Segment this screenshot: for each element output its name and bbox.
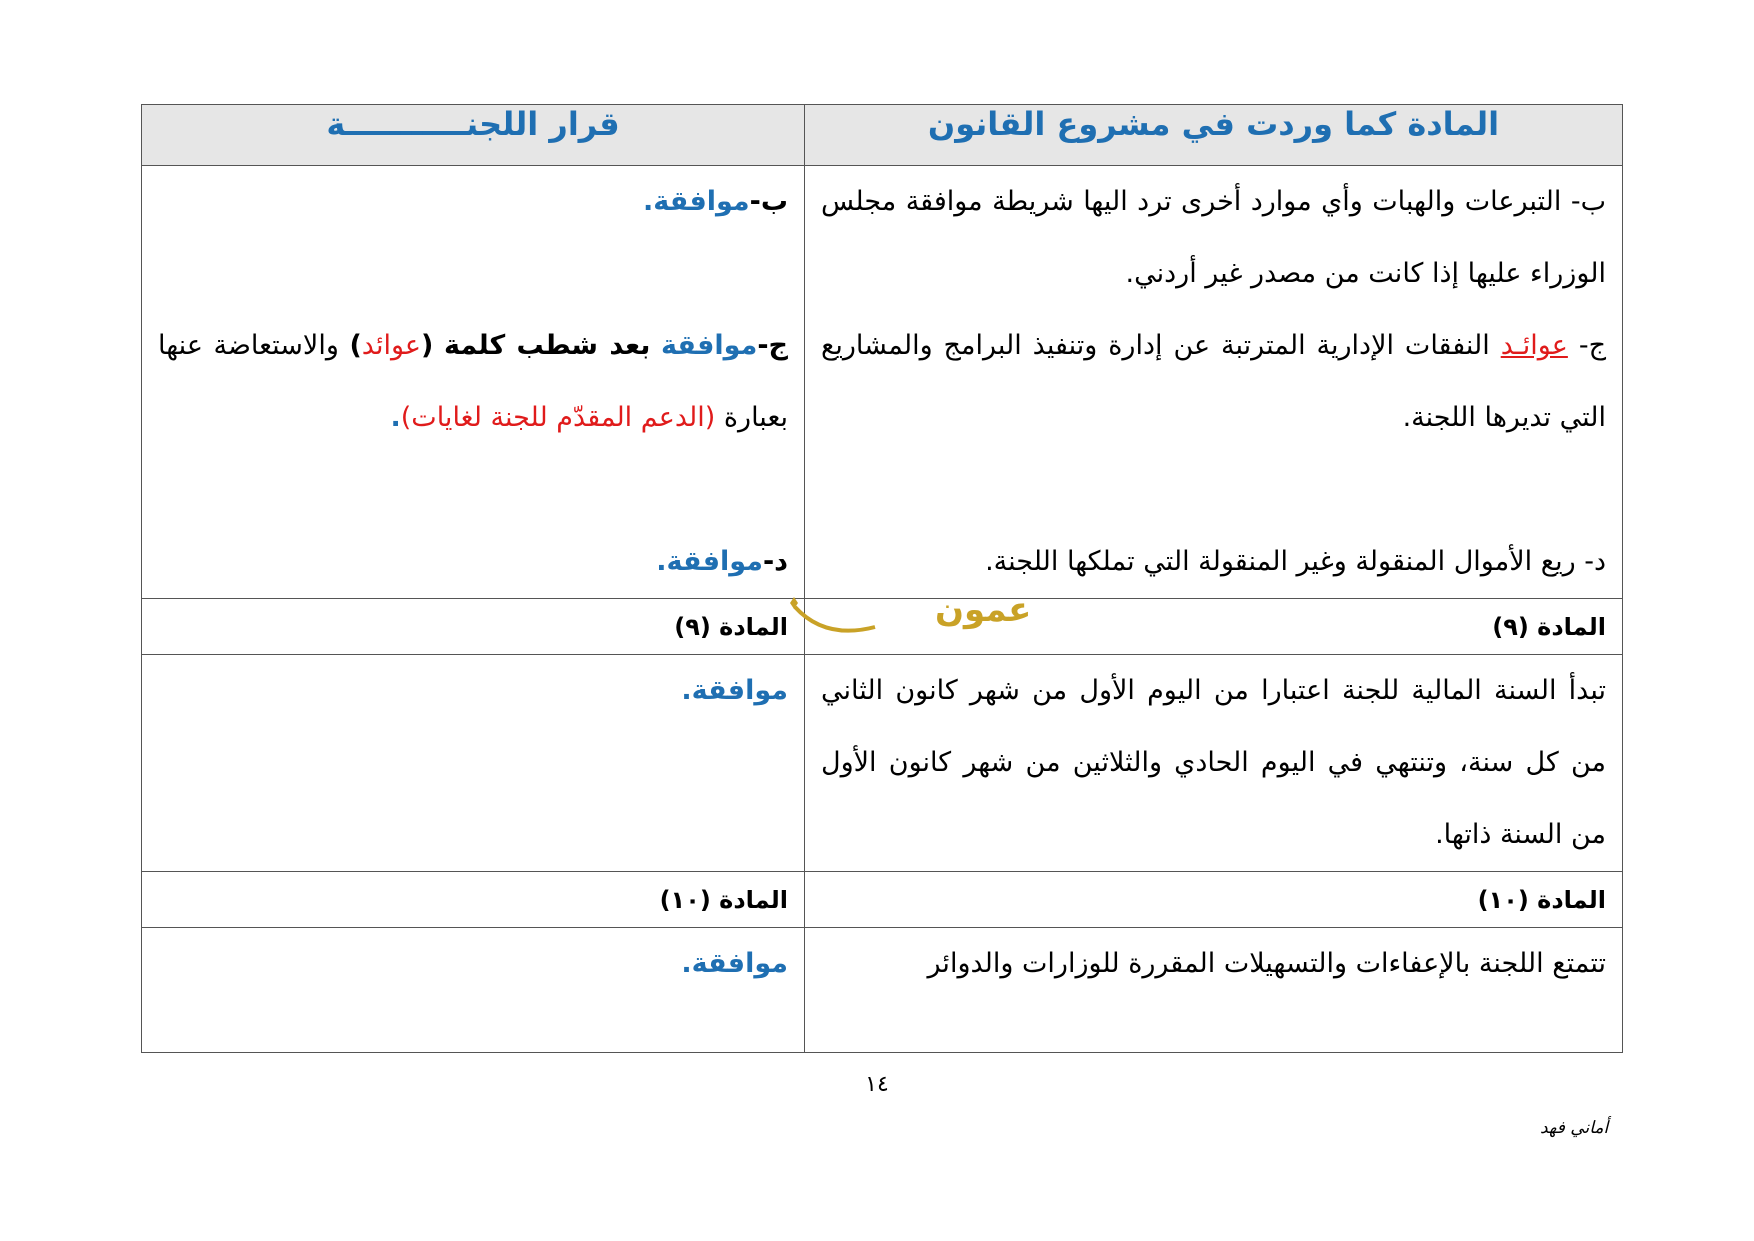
law-cell [805, 166, 1623, 599]
page-number: ١٤ [865, 1072, 889, 1097]
replacement-phrase: (الدعم المقدّم للجنة لغايات) [400, 402, 716, 433]
article-title-row [142, 872, 1623, 928]
clause-marker: ج- [757, 330, 788, 361]
approval-text: موافقة. [681, 948, 788, 979]
table-header-row [142, 105, 1623, 166]
table-row [142, 166, 1623, 599]
spacer [158, 454, 788, 526]
approval-text: موافقة [660, 330, 758, 361]
struck-word: عوائد [361, 330, 422, 361]
approval-text: موافقة. [643, 186, 750, 217]
decision-cell [142, 928, 805, 1053]
highlighted-word: عوائـد [1500, 330, 1568, 361]
approval-text: موافقة. [656, 546, 763, 577]
clause-j-decision [158, 310, 788, 454]
decision-column-header: قرار اللجنـــــــــــة [142, 105, 805, 166]
paren-open: ( [421, 330, 434, 361]
clause-b-decision [158, 166, 788, 238]
table-row [142, 928, 1623, 1053]
article-9-title-law: المادة (٩) [805, 599, 1623, 655]
spacer [821, 454, 1606, 526]
clause-marker: د- [762, 546, 788, 577]
watermark-logo [785, 585, 1032, 655]
article-9-title-decision: المادة (٩) [142, 599, 805, 655]
clause-marker: د- [1584, 546, 1606, 577]
article-10-title-law: المادة (١٠) [805, 872, 1623, 928]
clause-marker: ب- [749, 186, 788, 217]
spacer [158, 238, 788, 310]
clause-marker: ج- [1578, 330, 1606, 361]
table-row [142, 655, 1623, 872]
watermark-swoosh-icon [785, 585, 1032, 655]
clause-text: ريع الأموال المنقولة وغير المنقولة التي تملكها اللجنة. [985, 546, 1576, 577]
comparison-table [141, 104, 1623, 1053]
clause-b-law [821, 166, 1606, 310]
watermark-text: عمون [935, 590, 1032, 630]
article-10-law-text: تتمتع اللجنة بالإعفاءات والتسهيلات المقررة للوزارات والدوائر [805, 928, 1623, 1053]
clause-marker: ب- [1570, 186, 1606, 217]
instruction-text: بعد شطب كلمة [443, 330, 651, 361]
law-column-header: المادة كما وردت في مشروع القانون [805, 105, 1623, 166]
article-10-title-decision: المادة (١٠) [142, 872, 805, 928]
decision-cell [142, 655, 805, 872]
instruction-text: والاستعاضة عنها بعبارة [158, 330, 788, 433]
signature: أماني فهد [1540, 1118, 1609, 1138]
paren-close: ) [349, 330, 362, 361]
clause-d-decision [158, 526, 788, 598]
article-9-law-text: تبدأ السنة المالية للجنة اعتبارا من اليوم الأول من شهر كانون الثاني من كل سنة، وتنتهي في اليوم الحادي والثلاثين من شهر كانون الأول من السنة ذاتها. [805, 655, 1623, 872]
decision-cell [142, 166, 805, 599]
clause-text: التبرعات والهبات وأي موارد أخرى ترد اليها شريطة موافقة مجلس الوزراء عليها إذا كانت من مصدر غير أردني. [821, 186, 1606, 289]
clause-text: النفقات الإدارية المترتبة عن إدارة وتنفيذ البرامج والمشاريع التي تديرها اللجنة. [821, 330, 1606, 433]
period: . [390, 402, 401, 433]
clause-j-law [821, 310, 1606, 454]
approval-text: موافقة. [681, 675, 788, 706]
